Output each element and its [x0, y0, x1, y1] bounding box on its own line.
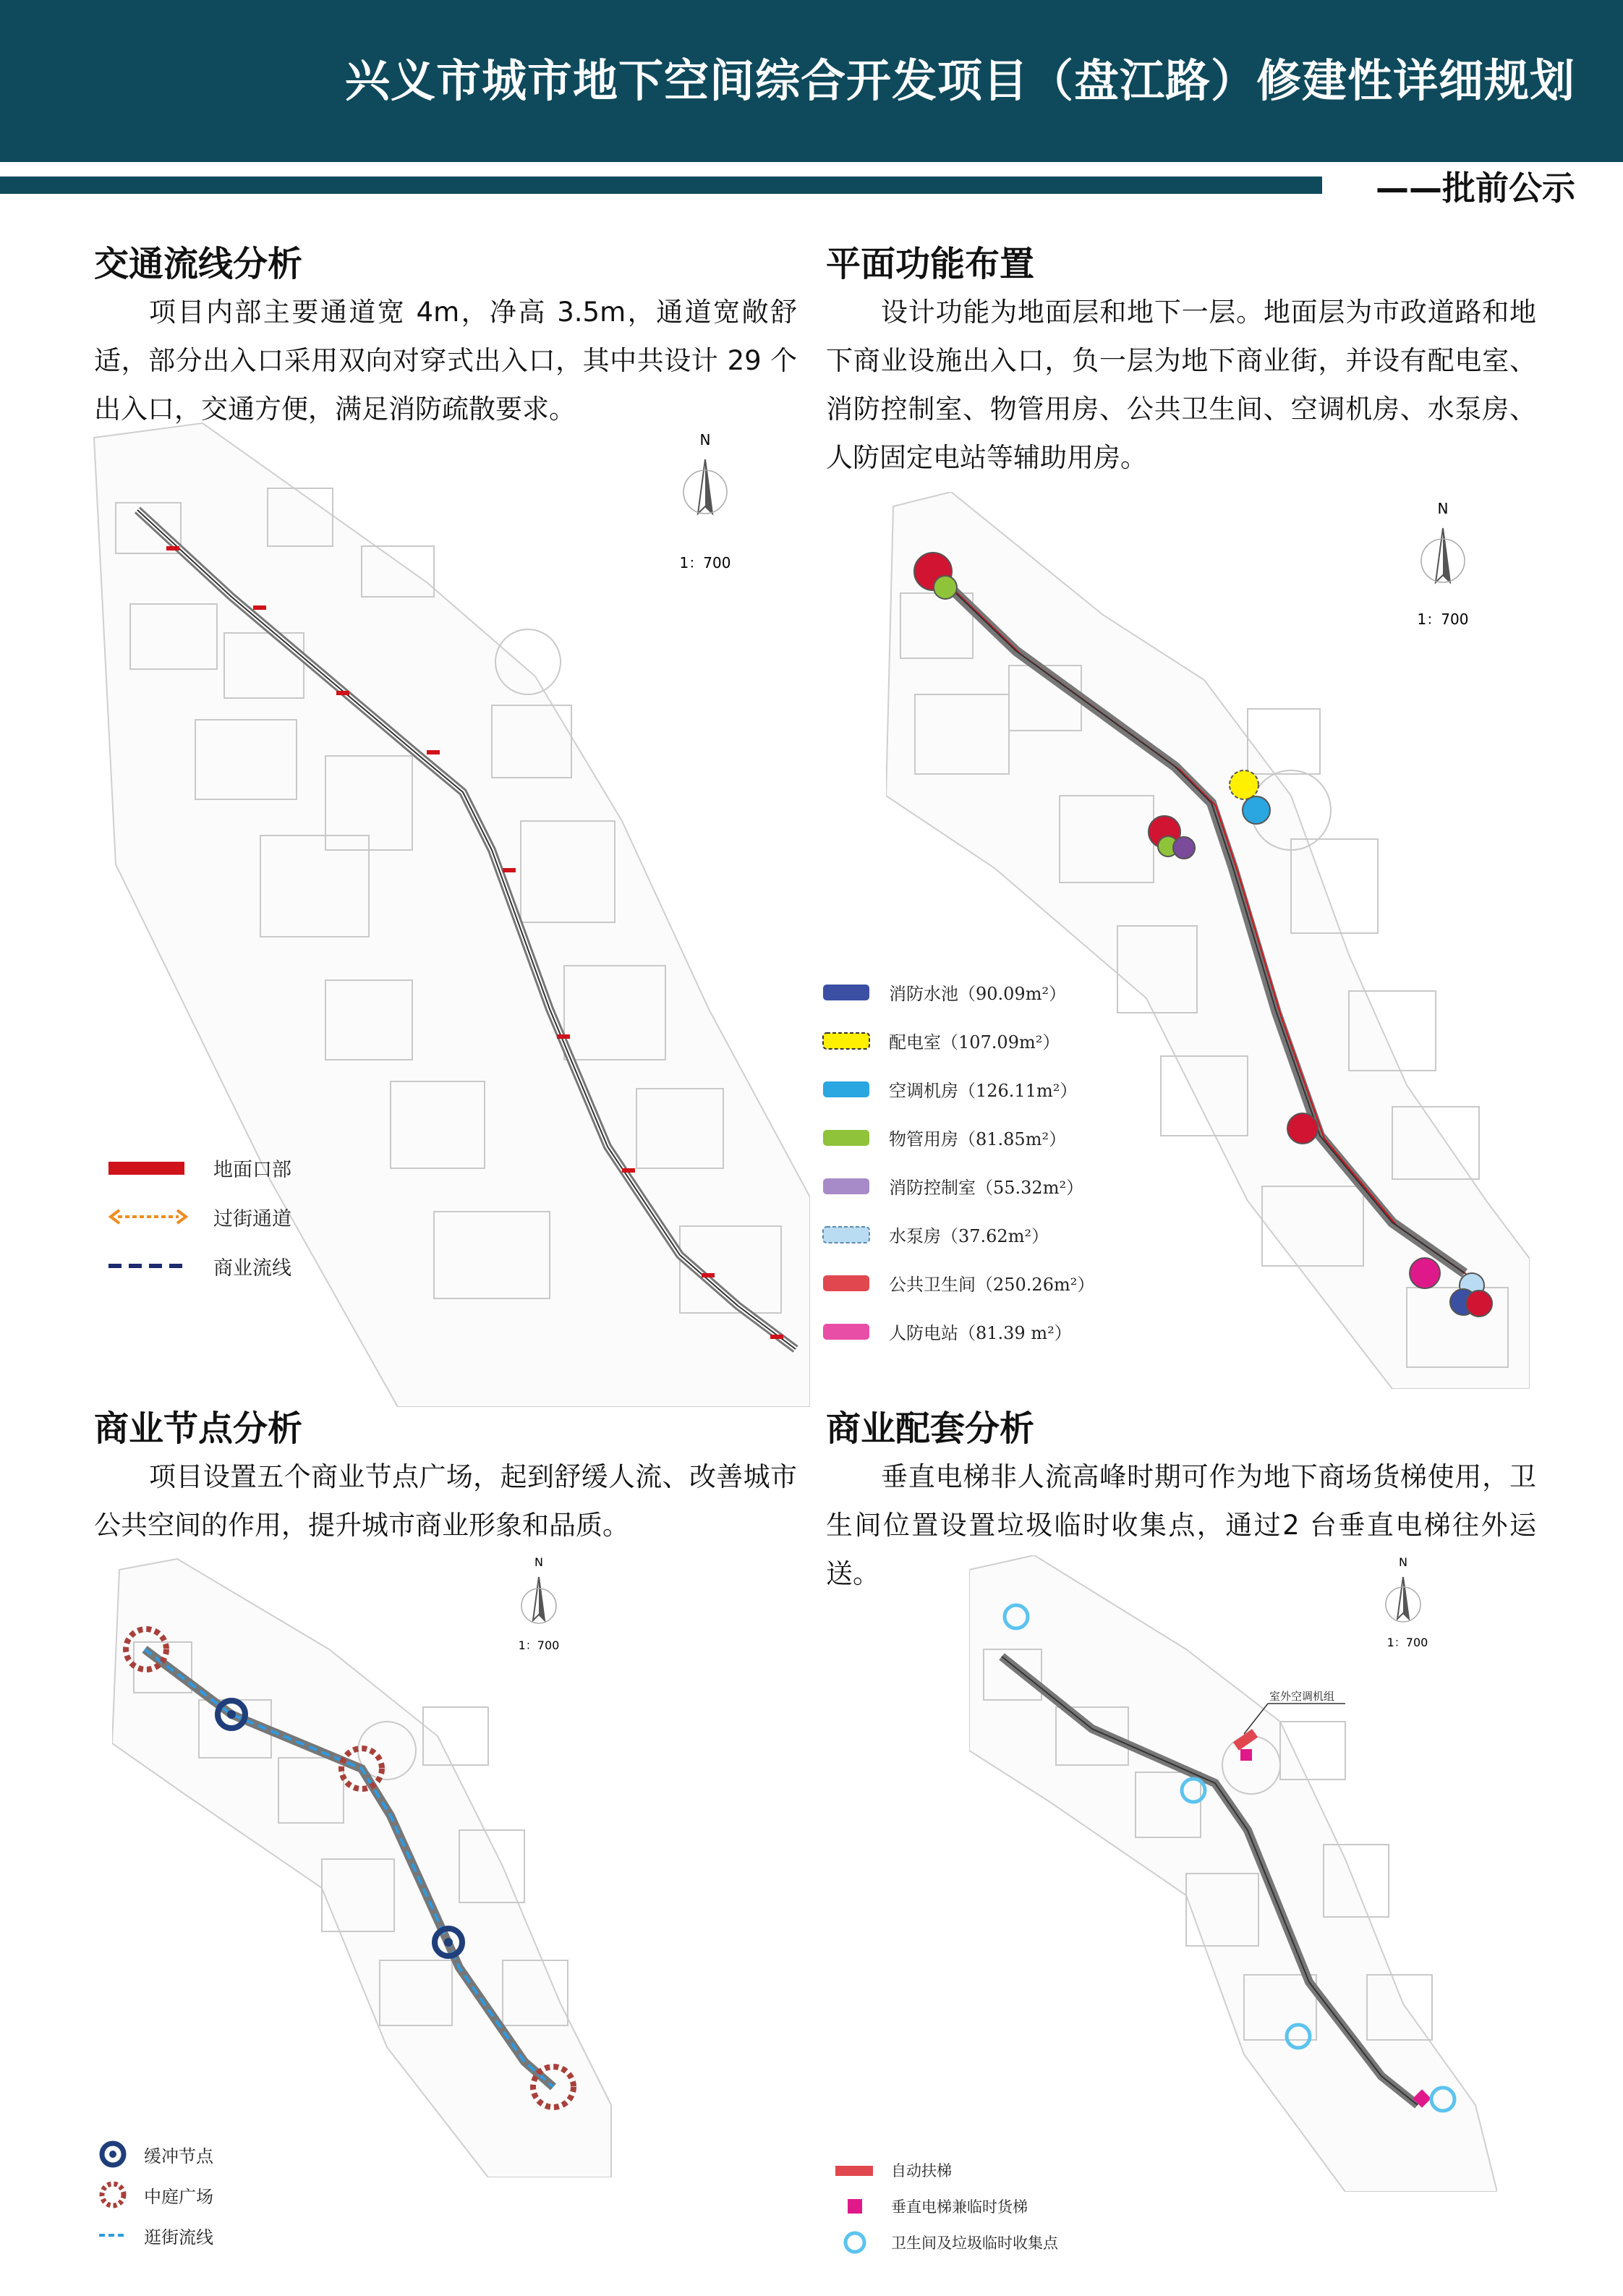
legend-item — [821, 1210, 1094, 1259]
legend-item — [832, 2224, 1058, 2261]
outdoor-ac-annotation: 室外空调机组 — [1269, 1690, 1335, 1703]
layout-section-title: 平面功能布置 — [826, 244, 1035, 284]
legend-item — [821, 1113, 1094, 1162]
red-swatch-icon — [821, 1272, 873, 1294]
legend-label: 过街通道 — [213, 1207, 291, 1230]
legend-item — [105, 1192, 291, 1241]
legend-label: 垂直电梯兼临时货梯 — [891, 2198, 1028, 2216]
traffic-scale: 1：700 — [679, 554, 731, 571]
layout-paragraph: 设计功能为地面层和地下一层。地面层为市政道路和地下商业设施出入口，负一层为地下商业街，并设有配电室、消防控制室、物管用房、公共卫生间、空调机房、水泵房、人防固定电站等辅助用房。 — [826, 297, 1536, 473]
support-legend — [832, 2152, 1058, 2261]
header-stripe — [0, 177, 1322, 194]
yellow-swatch-icon — [821, 1030, 873, 1052]
nodes-scale: 1：700 — [518, 1638, 560, 1652]
legend-label: 消防控制室（55.32m²） — [889, 1178, 1084, 1198]
traffic-north-arrow-icon — [680, 431, 731, 571]
legend-item — [98, 2215, 213, 2255]
blue-dashed-line-icon — [98, 2220, 128, 2250]
purple-swatch-icon — [821, 1175, 873, 1197]
legend-item — [98, 2134, 213, 2174]
layout-compass-letter: N — [1437, 500, 1449, 517]
nodes-north-arrow-icon — [519, 1555, 560, 1652]
legend-item — [832, 2152, 1058, 2188]
pink-swatch-icon — [821, 1321, 873, 1343]
navy-swatch-icon — [821, 982, 873, 1003]
navy-dashed-line-icon — [105, 1255, 192, 1277]
legend-item — [821, 1065, 1094, 1113]
legend-item — [821, 1259, 1094, 1307]
legend-label: 人防电站（81.39 m²） — [889, 1323, 1072, 1343]
legend-label: 配电室（107.09m²） — [889, 1032, 1060, 1053]
support-north-arrow-icon — [1386, 1555, 1428, 1649]
nodes-compass-letter: N — [534, 1555, 543, 1569]
legend-item — [105, 1143, 291, 1192]
traffic-compass-letter: N — [699, 431, 711, 448]
legend-label: 中庭广场 — [144, 2186, 213, 2207]
nodes-paragraph: 项目设置五个商业节点广场，起到舒缓人流、改善城市公共空间的作用，提升城市商业形象和品质。 — [94, 1461, 797, 1541]
legend-label: 水泵房（37.62m²） — [889, 1226, 1049, 1246]
traffic-legend — [105, 1143, 291, 1291]
support-map — [969, 1555, 1497, 2192]
buffer-node-icon — [98, 2139, 128, 2169]
light-blue-swatch-icon — [821, 1224, 873, 1246]
legend-label: 消防水池（90.09m²） — [889, 984, 1067, 1004]
legend-item — [821, 1307, 1094, 1356]
legend-item — [98, 2174, 213, 2215]
legend-item — [105, 1241, 291, 1291]
support-section-title: 商业配套分析 — [826, 1408, 1035, 1449]
legend-label: 逛街流线 — [144, 2227, 213, 2248]
legend-label: 公共卫生间（250.26m²） — [889, 1275, 1095, 1295]
legend-item — [821, 1016, 1094, 1065]
legend-label: 空调机房（126.11m²） — [889, 1081, 1078, 1101]
page-title: 兴义市城市地下空间综合开发项目（盘江路）修建性详细规划 — [344, 54, 1575, 107]
green-swatch-icon — [821, 1127, 873, 1149]
legend-label: 缓冲节点 — [144, 2146, 213, 2167]
legend-label: 地面口部 — [213, 1158, 291, 1181]
escalator-icon — [832, 2159, 875, 2181]
publicity-tag: ——批前公示 — [1376, 169, 1575, 208]
layout-north-arrow-icon — [1418, 500, 1469, 628]
support-paragraph: 垂直电梯非人流高峰时期可作为地下商场货梯使用，卫生间位置设置垃圾临时收集点，通过2 台垂直电梯往外运送。 — [826, 1461, 1536, 1589]
support-compass-letter: N — [1399, 1555, 1407, 1569]
traffic-section-title: 交通流线分析 — [94, 244, 303, 284]
atrium-plaza-icon — [98, 2180, 128, 2210]
legend-item — [821, 1162, 1094, 1210]
nodes-section-title: 商业节点分析 — [94, 1408, 303, 1449]
legend-item — [832, 2188, 1058, 2224]
toilet-collection-icon — [832, 2229, 875, 2255]
legend-label: 物管用房（81.85m²） — [889, 1129, 1067, 1149]
red-bar-icon — [105, 1157, 192, 1178]
traffic-paragraph: 项目内部主要通道宽 4m，净高 3.5m，通道宽敞舒适，部分出入口采用双向对穿式出入口，其中共设计 29 个出入口，交通方便，满足消防疏散要求。 — [94, 297, 797, 425]
layout-legend — [821, 968, 1094, 1356]
legend-item — [821, 968, 1094, 1016]
legend-label: 自动扶梯 — [891, 2162, 952, 2180]
elevator-icon — [832, 2195, 875, 2217]
header-banner — [0, 0, 1623, 162]
orange-double-arrow-icon — [105, 1206, 192, 1228]
legend-label: 卫生间及垃圾临时收集点 — [891, 2235, 1058, 2252]
nodes-legend — [98, 2134, 213, 2255]
nodes-map — [112, 1555, 618, 2177]
legend-label: 商业流线 — [213, 1257, 291, 1280]
support-scale: 1：700 — [1386, 1636, 1428, 1649]
layout-scale: 1：700 — [1417, 611, 1469, 628]
blue-swatch-icon — [821, 1079, 873, 1100]
